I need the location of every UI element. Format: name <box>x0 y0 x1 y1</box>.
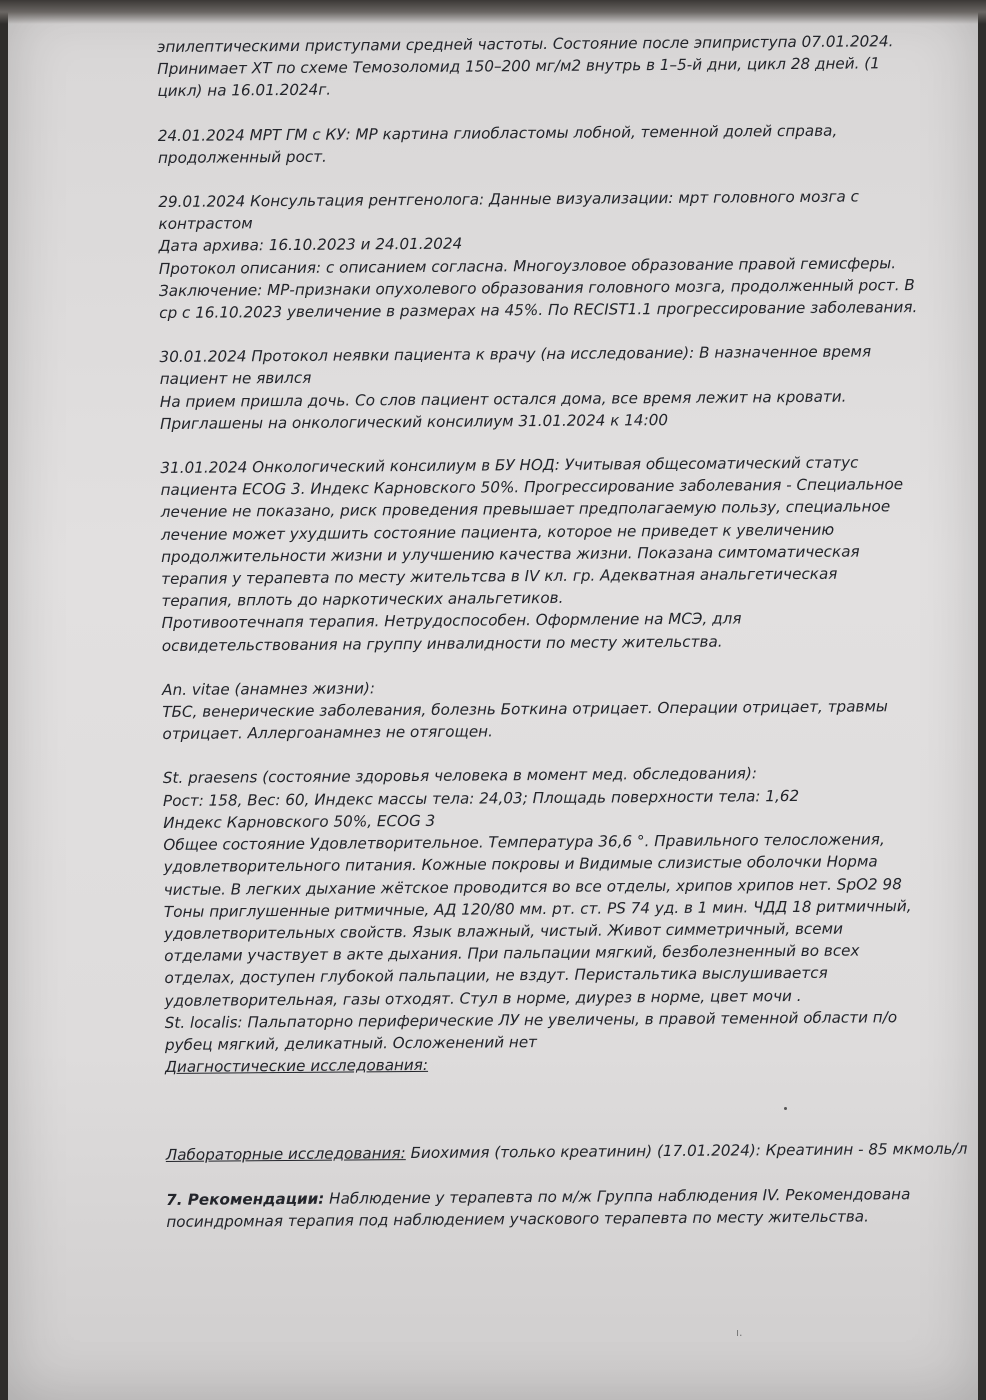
text-line: чистые. В легких дыхание жётское проводится во все отделы, хрипов хрипов нет. SpO2 98 <box>163 874 902 899</box>
text-line: контрастом <box>158 214 253 234</box>
document-text <box>157 30 968 1233</box>
text-line: удовлетворительных свойств. Язык влажный, чистый. Живот симметричный, всеми <box>163 919 843 943</box>
text-line: Дата архива: 16.10.2023 и 24.01.2024 <box>158 235 463 256</box>
text-line: удовлетворительного питания. Кожные покровы и Видимые слизистые оболочки Норма <box>163 852 878 877</box>
text-line: цикл) на 16.01.2024г. <box>157 81 332 101</box>
text-line: освидетельствования на группу инвалидности по месту жительства. <box>161 632 723 655</box>
text-line: отделами участвует в акте дыхания. При пальпации мягкий, безболезненный во всех <box>164 941 860 966</box>
oncology-council-entry: 31.01.2024 Онкологический консилиум в БУ НОД: Учитывая общесоматический статус <box>160 453 859 478</box>
anamnesis-vitae-heading: An. vitae (анамнез жизни): <box>162 679 376 699</box>
text-line: продолжительности жизни и улучшению качества жизни. Показана симтоматическая <box>161 542 860 566</box>
text-line: посиндромная терапия под наблюдением учаскового терапевта по месту жительства. <box>166 1207 869 1231</box>
text-line: Индекс Карновского 50%, ECOG 3 <box>163 811 436 832</box>
text-line: рубец мягкий, деликатный. Осложенений нет <box>164 1032 538 1054</box>
text-line: Приглашены на онкологический консилиум 31.01.2024 к 14:00 <box>159 410 669 433</box>
recommendations-heading: 7. Рекомендации: <box>166 1189 325 1209</box>
text-line: пациента ECOG 3. Индекс Карновского 50%. Прогрессирование заболевания - Специальное <box>160 475 904 500</box>
text-line: продолженный рост. <box>157 147 327 167</box>
page-top-edge <box>0 0 986 24</box>
text-line: удовлетворительная, газы отходят. Стул в норме, диурез в норме, цвет мочи . <box>164 986 802 1010</box>
text-line: На прием пришла дочь. Со слов пациент остался дома, все время лежит на кровати. <box>159 387 847 411</box>
text-line: Заключение: МР-признаки опухолевого образования головного мозга, продолженный рост. В <box>158 275 915 300</box>
text-line: Рост: 158, Вес: 60, Индекс массы тела: 24,03; Площадь поверхности тела: 1,62 <box>162 786 800 810</box>
no-show-protocol-entry: 30.01.2024 Протокол неявки пациента к врачу (на исследование): В назначенное время <box>159 342 872 367</box>
lab-value: Биохимия (только креатинин) (17.01.2024): Креатинин - 85 мкмоль/л <box>405 1139 968 1163</box>
text-line: ТБС, венерические заболевания, болезнь Боткина отрицает. Операции отрицает, травмы <box>162 697 888 722</box>
paper-speck <box>784 1107 787 1110</box>
diagnostics-heading: Диагностические исследования: <box>165 1056 429 1077</box>
radiologist-consult-entry: 29.01.2024 Консультация рентгенолога: Данные визуализации: мрт головного мозга с <box>158 187 859 212</box>
text-line: Противоотечнапя терапия. Нетрудоспособен. Оформление на МСЭ, для <box>161 609 742 633</box>
text-line: Тоны приглушенные ритмичные, АД 120/80 мм. рт. ст. PS 74 уд. в 1 мин. ЧДД 18 ритмичный, <box>163 896 912 921</box>
text-line: пациент не явился <box>159 369 312 389</box>
mri-entry: 24.01.2024 МРТ ГМ с КУ: МР картина глиобластомы лобной, теменной долей справа, <box>157 121 838 145</box>
text-line: ср с 16.10.2023 увеличение в размерах на 45%. По RECIST1.1 прогрессирование заболевания. <box>159 298 918 323</box>
text-line: терапия, вплоть до наркотических анальгетиков. <box>161 589 564 611</box>
text-line: лечение может ухудшить состояние пациента, которое не приведет к увеличению <box>160 520 835 544</box>
footer-mark: ı. <box>736 1326 743 1339</box>
status-praesens-heading: St. praesens (состояние здоровья человека в момент мед. обследования): <box>162 764 758 788</box>
text-line: лечение не показано, риск проведения превышает предполагаемую пользу, специальное <box>160 497 891 522</box>
text-line: отрицает. Аллергоанамнез не отягощен. <box>162 722 493 744</box>
text-line: эпилептическими приступами средней частоты. Состояние после эпиприступа 07.01.2024. <box>157 32 894 56</box>
text-line: Протокол описания: с описанием согласна. Многоузловое образование правой гемисферы. <box>158 253 897 278</box>
status-localis: St. localis: Пальпаторно периферические ЛУ не увеличены, в правой теменной области п/о <box>164 1007 898 1032</box>
lab-heading: Лабораторные исследования: <box>165 1144 406 1165</box>
text-line: терапия у терапевта по месту жительтсва в IV кл. гр. Адекватная анальгетическая <box>161 564 838 589</box>
recommendations-text: Наблюдение у терапевта по м/ж Группа наблюдения IV. Рекомендована <box>324 1184 911 1208</box>
text-line: Общее состояние Удовлетворительное. Температура 36,6 °. Правильного телосложения, <box>163 830 885 855</box>
text-line: отделах, доступен глубокой пальпации, не вздут. Перистальтика выслушивается <box>164 964 828 988</box>
text-line: Принимает ХТ по схеме Темозоломид 150–200 мг/м2 внутрь в 1–5-й дни, цикл 28 дней. (1 <box>157 54 880 79</box>
